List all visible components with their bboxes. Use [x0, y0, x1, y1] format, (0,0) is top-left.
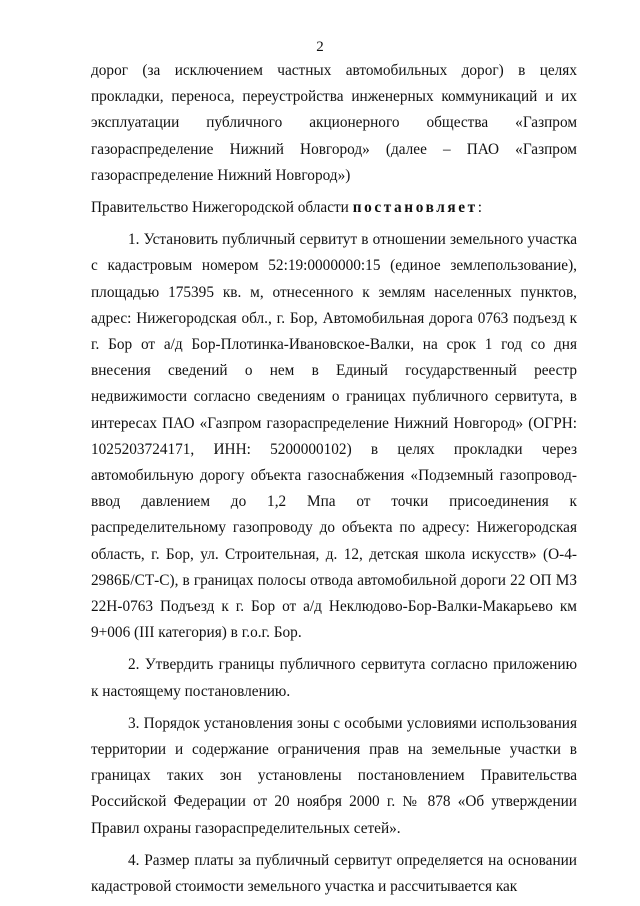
document-body — [91, 58, 577, 906]
decree-keyword: постановляет — [352, 199, 478, 217]
intro-paragraph: дорог (за исключением частных автомобильных дорог) в целях прокладки, переноса, переустройства инженерных коммуникаций и их эксплуатации публичного акционерного общества «Газпром газораспределение Нижний Новгород» (далее – ПАО «Газпром газораспределение Нижний Новгород») — [91, 62, 577, 184]
decree-line — [91, 195, 577, 221]
paragraph-4: 4. Размер платы за публичный сервитут определяется на основании кадастровой стоимости земельного участка и рассчитывается как — [91, 851, 577, 896]
paragraph-3: 3. Порядок установления зоны с особыми условиями использования территории и содержание ограничения прав на земельные участки в границах таких зон установлены постановлением Правительства Российской Федерации от 20 ноября 2000 г. № 878 «Об утверждении Правил охраны газораспределительных сетей». — [91, 714, 577, 837]
paragraph-1: 1. Установить публичный сервитут в отношении земельного участка с кадастровым номером 52:19:0000000:15 (единое землепользование), площадью 175395 кв. м, отнесенного к землям населенных пунктов, адрес: Нижегородская обл., г. Бор, Автомобильная дорога 0763 подъезд к г. Бор от а/д Бор-Плотинка-Ивановское-Валки, на срок 1 год со дня внесения сведений о нем в Единый государственный реестр недвижимости согласно сведениям о границах публичного сервитута, в интересах ПАО «Газпром газораспределение Нижний Новгород» (ОГРН: 1025203724171, ИНН: 5200000102) в целях прокладки через автомобильную дорогу объекта газоснабжения «Подземный газопровод-ввод давлением до 1,2 Мпа от точки присоединения к распределительному газопроводу до объекта по адресу: Нижегородская область, г. Бор, ул. Строительная, д. 12, детская школа искусств» (О-4-2986Б/СТ-С), в границах полосы отвода автомобильной дороги 22 ОП МЗ 22Н-0763 Подъезд к г. Бор от а/д Неклюдово-Бор-Валки-Макарьево км 9+006 (III категория) в г.о.г. Бор. — [91, 231, 577, 642]
decree-suffix: : — [477, 199, 483, 217]
page-number: 2 — [316, 39, 324, 55]
decree-prefix: Правительство Нижегородской области — [91, 199, 353, 217]
paragraph-2: 2. Утвердить границы публичного сервитута согласно приложению к настоящему постановлению. — [91, 656, 577, 700]
